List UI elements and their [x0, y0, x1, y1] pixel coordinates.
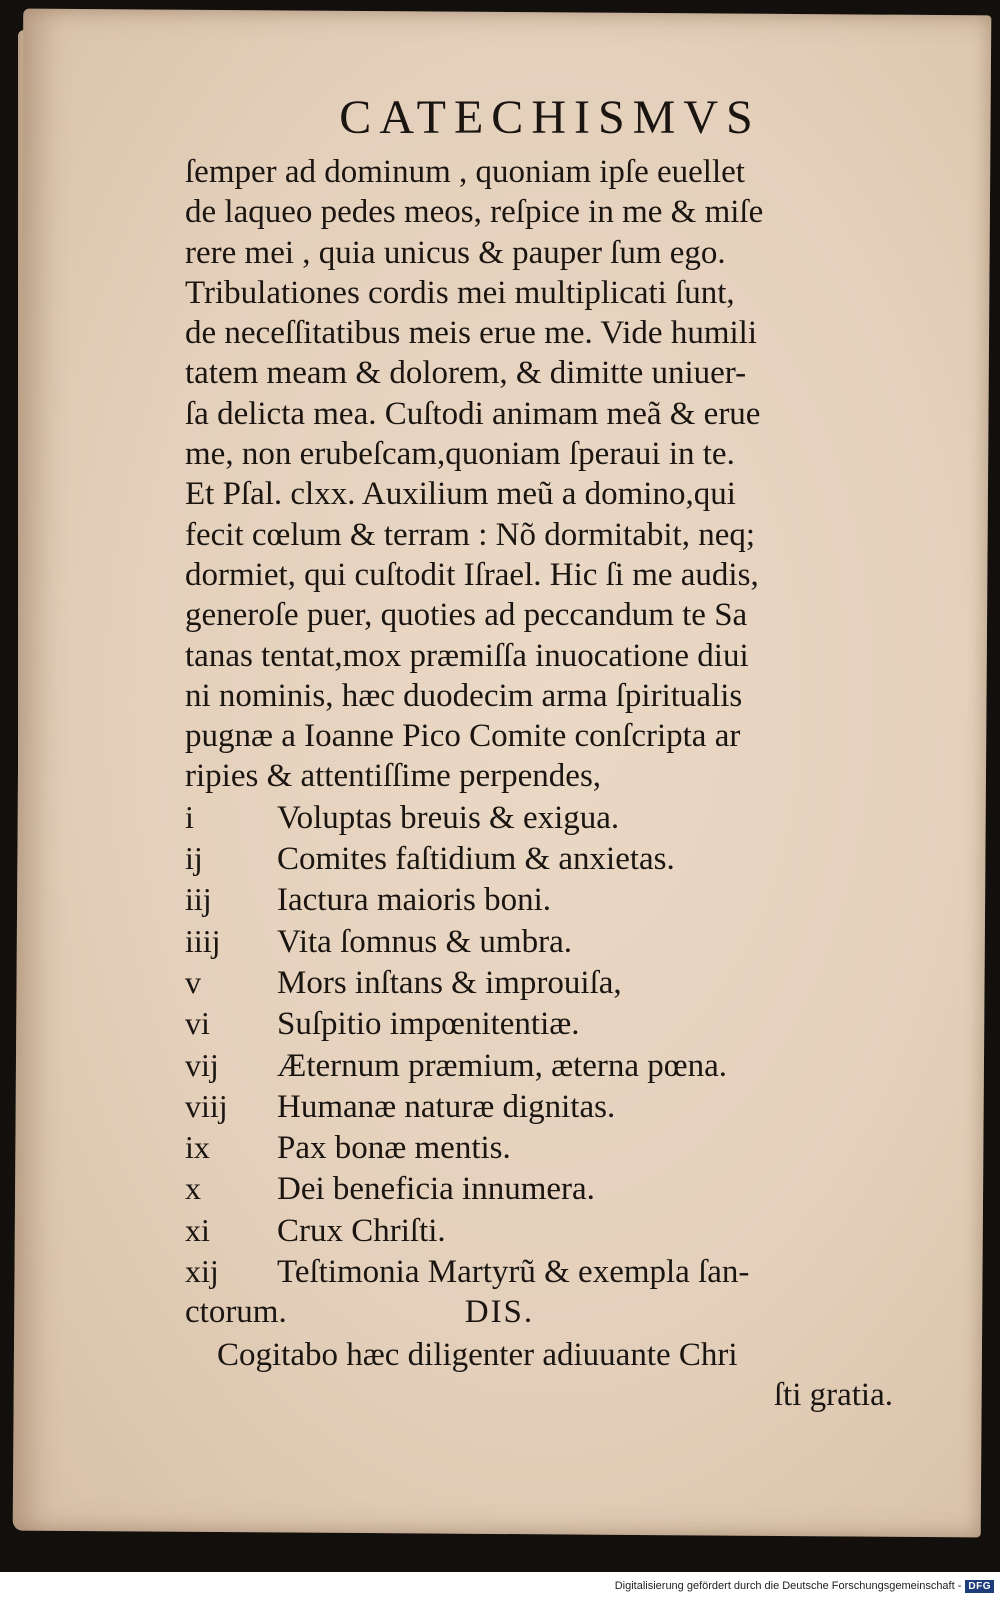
text-line: me, non erubeſcam,quoniam ſperaui in te. [185, 436, 735, 473]
text-line: dormiet, qui cuſtodit Iſrael. Hic ſi me audis, [185, 556, 759, 593]
list-item [185, 1251, 915, 1292]
item-text: Æternum præmium, æterna pœna. [277, 1047, 728, 1084]
body-text [185, 152, 915, 797]
list-item [185, 1003, 915, 1044]
item-text: Iactura maioris boni. [277, 882, 551, 919]
item-numeral: v [185, 963, 201, 1000]
list-item [185, 1210, 915, 1251]
list-item [185, 838, 915, 879]
item-numeral: i [185, 798, 194, 835]
item-numeral: xij [185, 1253, 219, 1290]
list-item [185, 1168, 915, 1209]
item-text: Humanæ naturæ dignitas. [277, 1088, 616, 1125]
list-item [185, 921, 915, 962]
text-line: ripies & attentiſſime perpendes, [185, 758, 602, 795]
item-numeral: vi [185, 1005, 210, 1042]
page-content [185, 90, 915, 1415]
closing-line: Cogitabo hæc diligenter adiuuante Chri [217, 1336, 738, 1373]
item-text: Crux Chriſti. [277, 1212, 446, 1249]
text-line: ſemper ad dominum , quoniam ipſe euellet [185, 154, 745, 190]
item-text: Vita ſomnus & umbra. [277, 923, 572, 960]
list-item [185, 962, 915, 1003]
list-item [185, 879, 915, 920]
text-line: generoſe puer, quoties ad peccandum te Sa [185, 597, 748, 634]
item-numeral: x [185, 1170, 201, 1207]
item-numeral: iij [185, 881, 212, 918]
text-line: rere mei , quia unicus & pauper ſum ego. [185, 234, 726, 271]
text-line: tatem meam & dolorem, & dimitte uniuer- [185, 355, 747, 392]
item-numeral: vij [185, 1046, 219, 1083]
list-item [185, 797, 915, 838]
item-text: Voluptas breuis & exigua. [277, 799, 620, 836]
text-line: de neceſſitatibus meis erue me. Vide humili [185, 315, 758, 352]
item-numeral: iiij [185, 922, 221, 959]
digitization-footer [0, 1572, 1000, 1600]
text-line: Et Pſal. clxx. Auxilium meũ a domino,qui [185, 476, 736, 513]
item-text: Teſtimonia Martyrũ & exempla ſan- [277, 1254, 750, 1291]
text-line: de laqueo pedes meos, reſpice in me & miſe [185, 194, 764, 231]
text-line: Tribulationes cordis mei multiplicati ſunt, [185, 274, 735, 311]
continuation-line [185, 1292, 915, 1332]
item-text: Pax bonæ mentis. [277, 1130, 511, 1167]
closing-line-end: ſti gratia. [773, 1376, 893, 1413]
text-line: ſa delicta mea. Cuſtodi animam meã & erue [185, 395, 761, 432]
item-text: Comites faſtidium & anxietas. [277, 841, 675, 878]
list-item [185, 1127, 915, 1168]
dfg-logo-icon: DFG [965, 1580, 994, 1593]
item-numeral: xi [185, 1211, 210, 1248]
signature-mark: DIS. [464, 1294, 535, 1331]
item-numeral: ij [185, 840, 203, 877]
item-text: Suſpitio impœnitentiæ. [277, 1006, 580, 1043]
item-text: Dei beneficia innumera. [277, 1171, 595, 1208]
item-numeral: viij [185, 1087, 228, 1124]
running-head: CATECHISMVS [339, 91, 761, 144]
list-item [185, 1086, 915, 1127]
item-numeral: ix [185, 1129, 210, 1166]
item-text: Mors inſtans & improuiſa, [277, 964, 622, 1001]
numbered-list [185, 797, 915, 1293]
text-line: fecit cœlum & terram : Nõ dormitabit, neq; [185, 516, 756, 553]
text-line: pugnæ a Ioanne Pico Comite conſcripta ar [185, 718, 741, 755]
list-item [185, 1045, 915, 1086]
continuation-text: ctorum. [185, 1294, 287, 1331]
text-line: tanas tentat,mox præmiſſa inuocatione diui [185, 637, 749, 674]
footer-credit: Digitalisierung gefördert durch die Deutsche Forschungsgemeinschaft - [614, 1580, 962, 1592]
text-line: ni nominis, hæc duodecim arma ſpiritualis [185, 677, 743, 714]
